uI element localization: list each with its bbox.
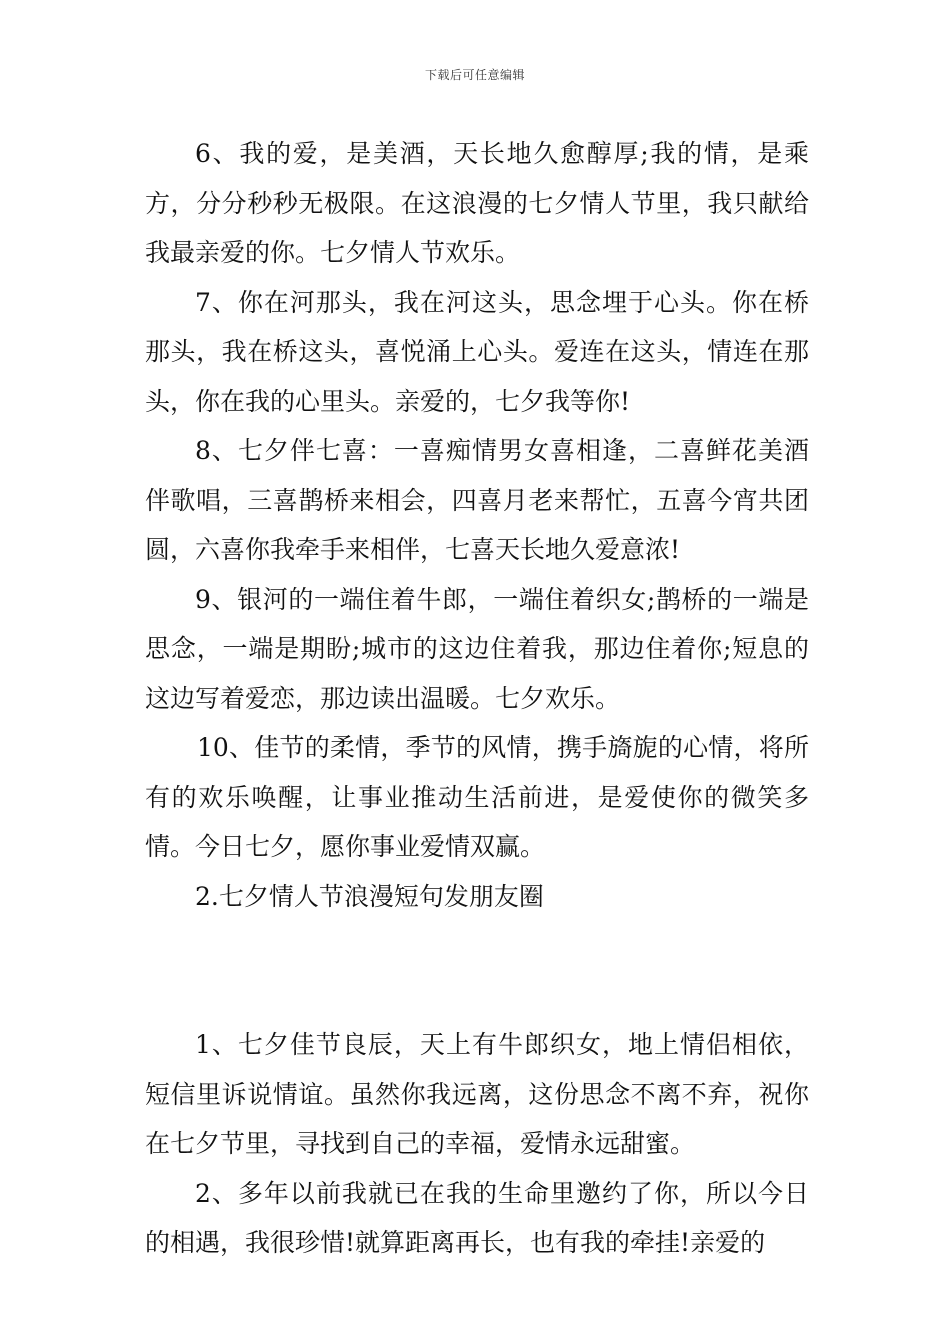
paragraph-2: 2、多年以前我就已在我的生命里邀约了你，所以今日的相遇，我很珍惜!就算距离再长，也有我的牵挂!亲爱的 [145,1178,809,1257]
paragraph-10: 10、佳节的柔情，季节的风情，携手旖旎的心情，将所有的欢乐唤醒，让事业推动生活前进，是爱使你的微笑多情。今日七夕，愿你事业爱情双赢。 [145,733,809,861]
document-body [145,129,809,1268]
section-spacer [145,921,809,1020]
section-heading: 2.七夕情人节浪漫短句发朋友圈 [195,881,544,911]
paragraph-6: 6、我的爱，是美酒，天长地久愈醇厚;我的情，是乘方，分分秒秒无极限。在这浪漫的七夕情人节里，我只献给我最亲爱的你。七夕情人节欢乐。 [145,139,809,267]
paragraph-7: 7、你在河那头，我在河这头，思念埋于心头。你在桥那头，我在桥这头，喜悦涌上心头。爱连在这头，情连在那头，你在我的心里头。亲爱的，七夕我等你! [145,287,809,416]
paragraph-8: 8、七夕伴七喜：一喜痴情男女喜相逢，二喜鲜花美酒伴歌唱，三喜鹊桥来相会，四喜月老来帮忙，五喜今宵共团圆，六喜你我牵手来相伴，七喜天长地久爱意浓! [145,436,809,564]
page-header: 下载后可任意编辑 [424,68,525,82]
paragraph-1: 1、七夕佳节良辰，天上有牛郎织女，地上情侣相依，短信里诉说情谊。虽然你我远离，这份思念不离不弃，祝你在七夕节里，寻找到自己的幸福，爱情永远甜蜜。 [145,1030,809,1158]
paragraph-9: 9、银河的一端住着牛郎，一端住着织女;鹊桥的一端是思念，一端是期盼;城市的这边住着我，那边住着你;短息的这边写着爱恋，那边读出温暖。七夕欢乐。 [145,584,809,713]
